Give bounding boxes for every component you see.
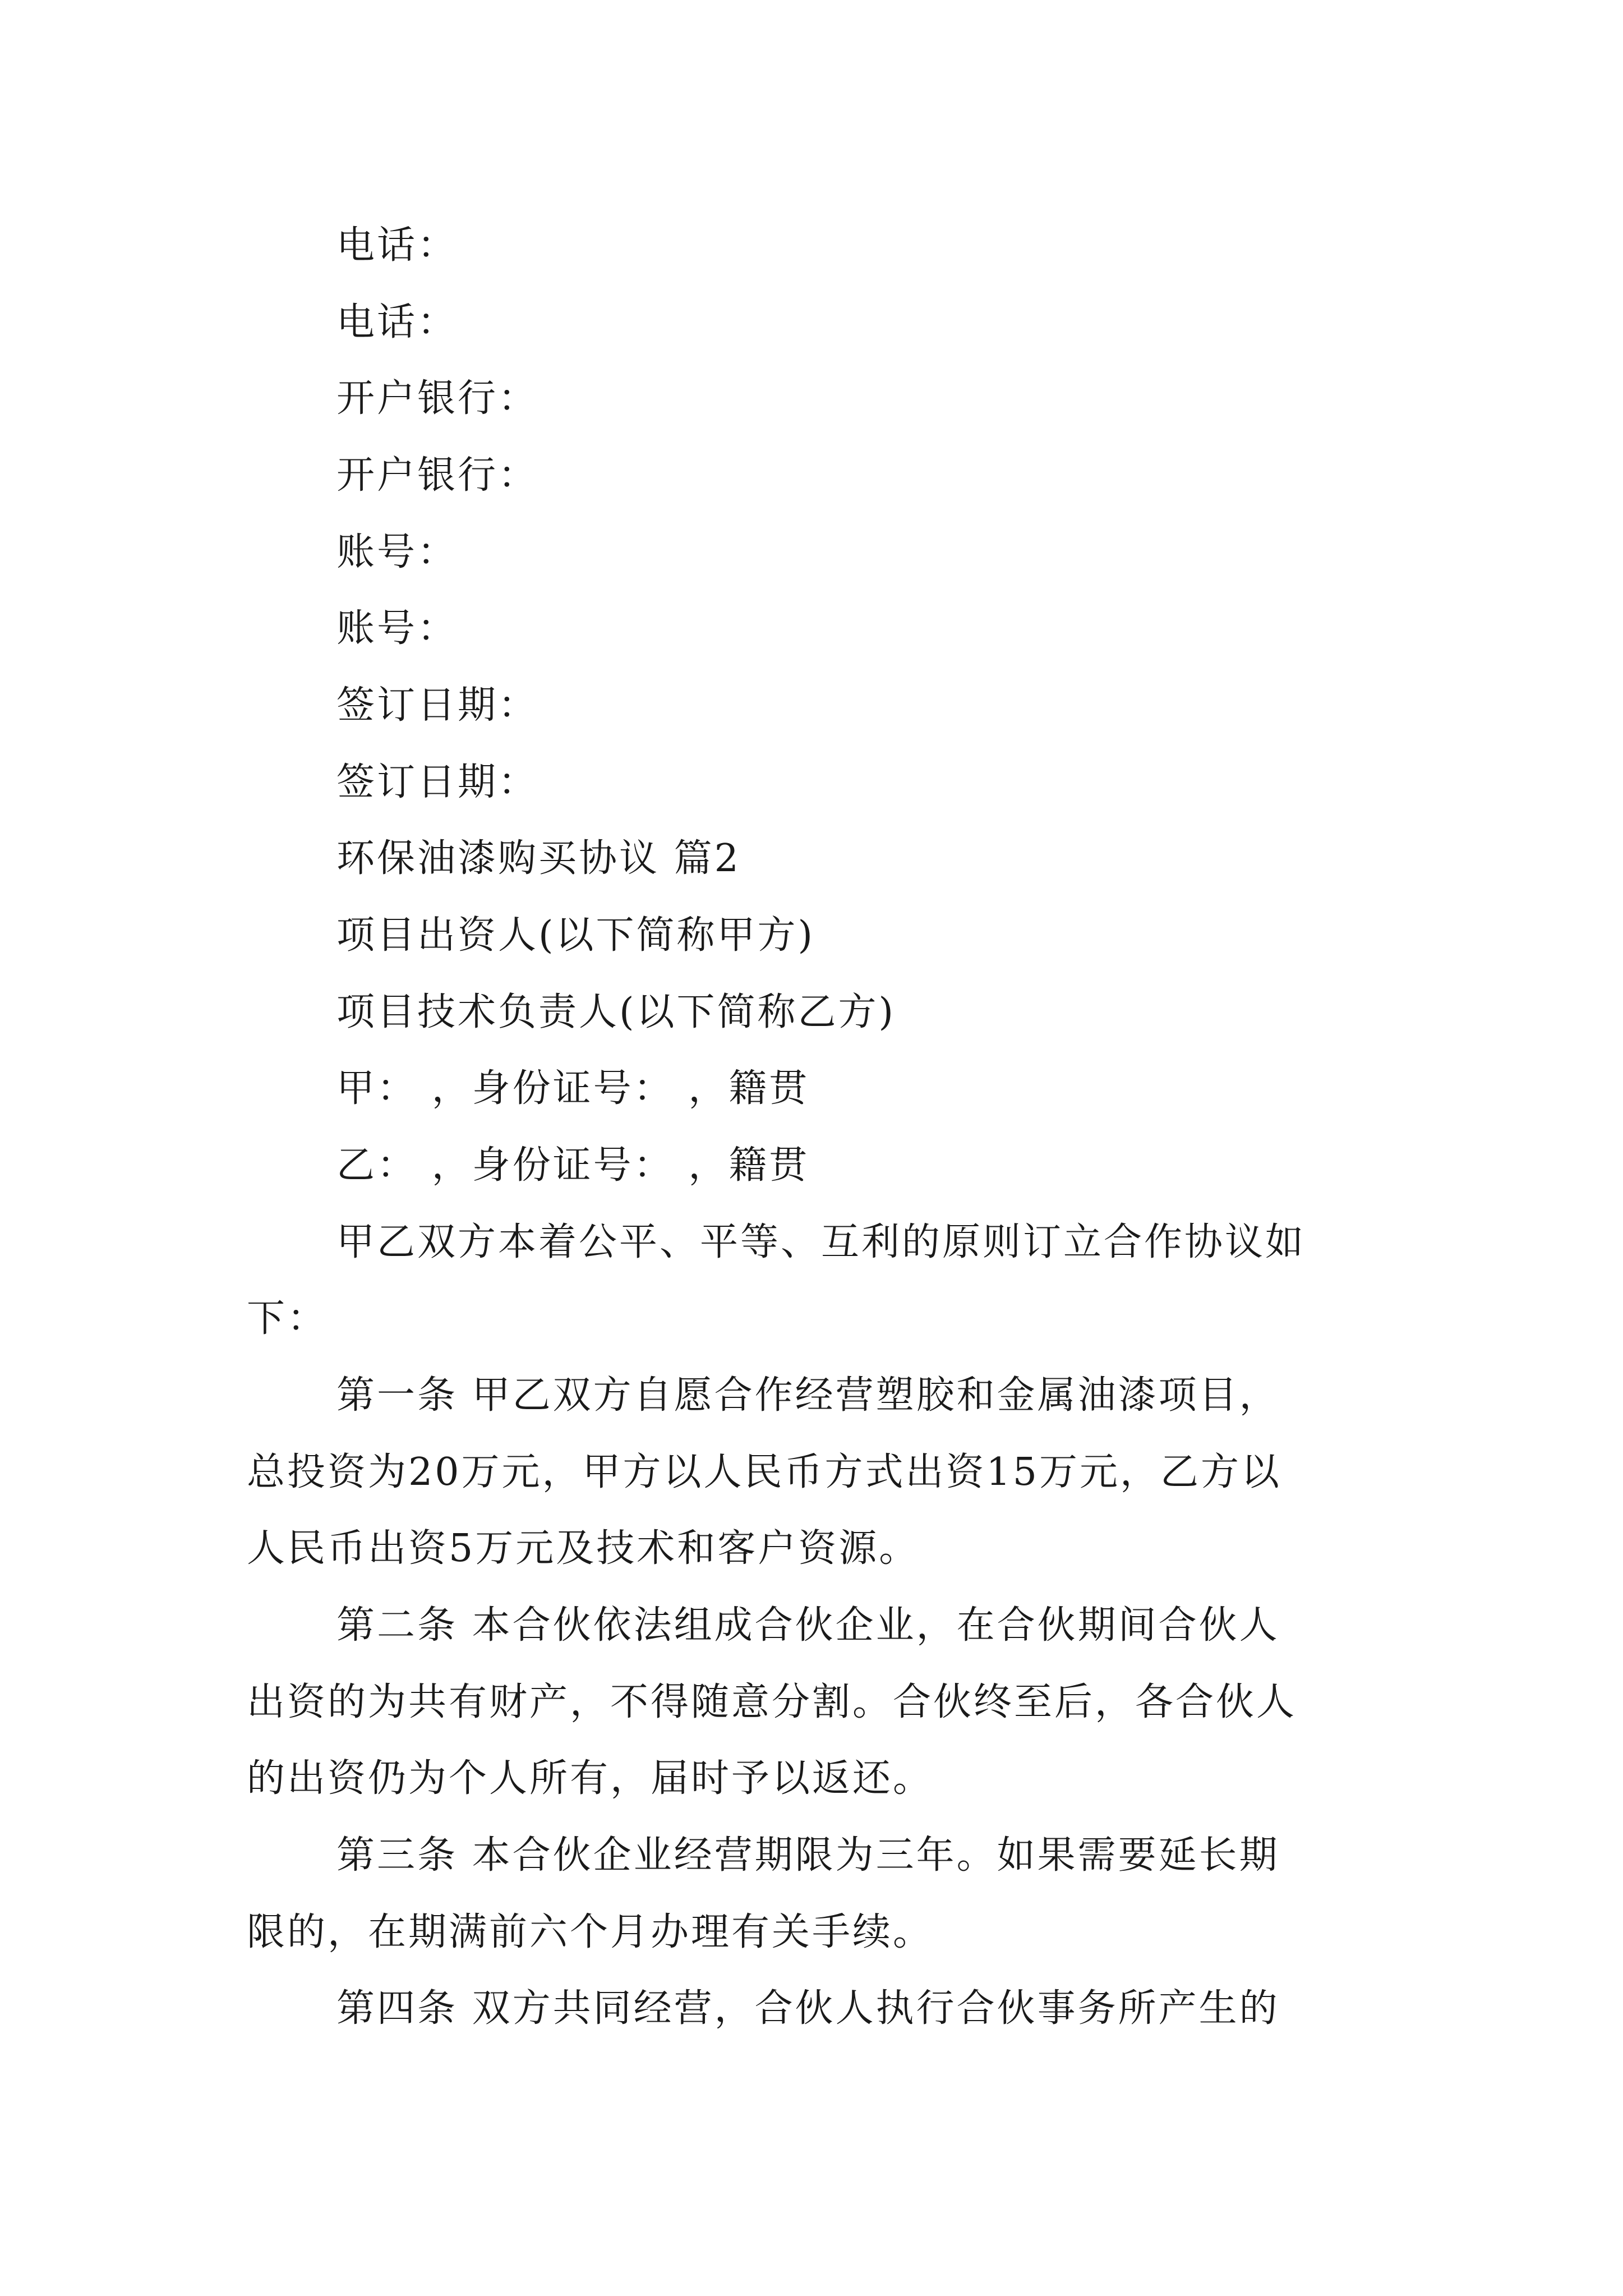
party-b-intro: 项目技术负责人(以下简称乙方) [336, 990, 896, 1034]
section-title: 环保油漆购买协议 篇2 [336, 836, 741, 881]
article-2-line: 出资的为共有财产，不得随意分割。合伙终至后，各合伙人 [247, 1680, 1297, 1724]
account-field-1: 账号： [336, 530, 458, 574]
party-a-intro: 项目出资人(以下简称甲方) [336, 913, 815, 958]
bank-field-1: 开户银行： [336, 376, 539, 421]
article-3-line: 限的，在期满前六个月办理有关手续。 [247, 1910, 934, 1954]
phone-field-1: 电话： [336, 223, 458, 268]
article-2-line: 的出资仍为个人所有，届时予以返还。 [247, 1756, 934, 1801]
bank-field-2: 开户银行： [336, 453, 539, 498]
party-a-id-line: 甲： ，身份证号： ，籍贯 [336, 1066, 810, 1111]
account-field-2: 账号： [336, 606, 458, 651]
article-1-line: 总投资为20万元，甲方以人民币方式出资15万元，乙方以 [247, 1450, 1282, 1494]
body-line: 甲乙双方本着公平、平等、互利的原则订立合作协议如 [336, 1220, 1306, 1264]
phone-field-2: 电话： [336, 300, 458, 344]
article-1-line: 第一条 甲乙双方自愿合作经营塑胶和金属油漆项目， [336, 1373, 1280, 1418]
sign-date-field-2: 签订日期： [336, 760, 539, 804]
body-line: 下： [247, 1296, 328, 1341]
party-b-id-line: 乙： ，身份证号： ，籍贯 [336, 1143, 810, 1188]
article-4-line: 第四条 双方共同经营，合伙人执行合伙事务所产生的 [336, 1986, 1280, 2031]
article-2-line: 第二条 本合伙依法组成合伙企业，在合伙期间合伙人 [336, 1603, 1280, 1648]
sign-date-field-1: 签订日期： [336, 683, 539, 728]
article-3-line: 第三条 本合伙企业经营期限为三年。如果需要延长期 [336, 1833, 1280, 1878]
article-1-line: 人民币出资5万元及技术和客户资源。 [247, 1526, 920, 1571]
